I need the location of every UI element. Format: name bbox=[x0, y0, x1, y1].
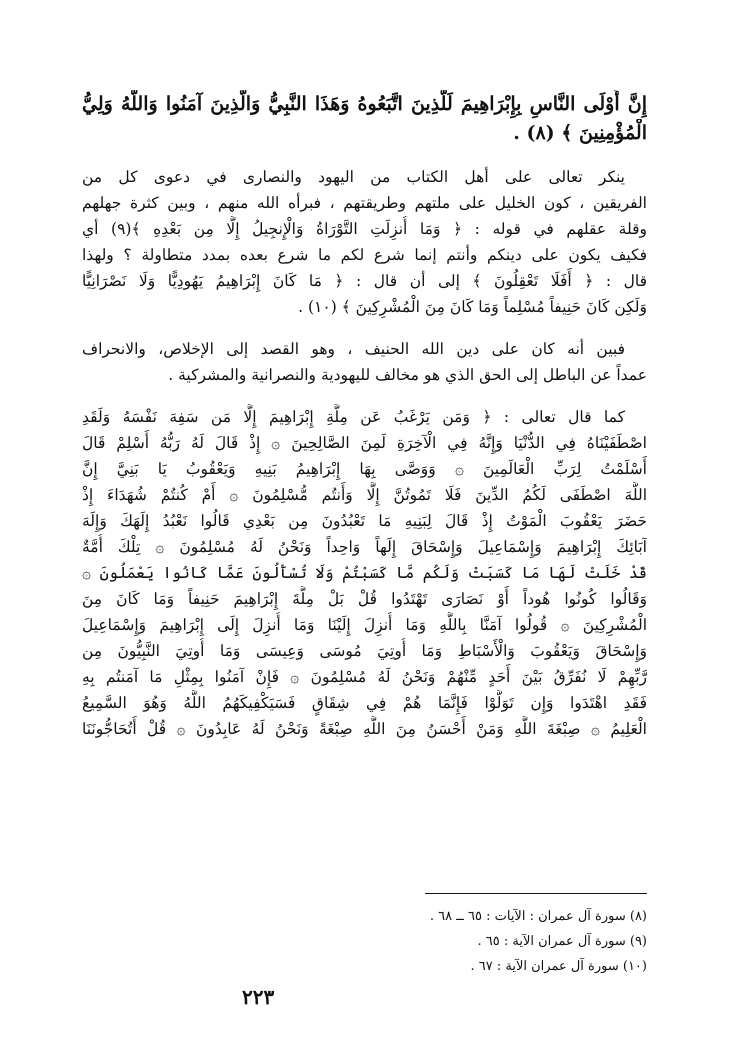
quran-quotation-paragraph bbox=[82, 404, 647, 742]
paragraph-line: عمداً عن الباطل إلى الحق الذي هو مخالف لليهودية والنصرانية والمشركية . bbox=[168, 366, 647, 384]
paragraph-line: ينكر تعالى على أهل الكتاب من اليهود والنصارى في دعوى كل من bbox=[82, 168, 625, 186]
paragraph-line: اللَّهَ اصْطَفَى لَكُمُ الدِّينَ فَلَا تَمُوتُنَّ إِلَّا وَأَنتُم مُّسْلِمُونَ ۞ أَمْ كُنتُمْ شُهَدَاءَ إِذْ bbox=[82, 486, 647, 504]
paragraph-line: رَّبِّهِمْ لَا نُفَرِّقُ بَيْنَ أَحَدٍ مِّنْهُمْ وَنَحْنُ لَهُ مُسْلِمُونَ ۞ فَإِنْ آمَنُوا بِمِثْلِ مَا آمَنتُم بِهِ bbox=[82, 668, 647, 686]
paragraph-line: وَلَكِن كَانَ حَنِيفاً مُسْلِماً وَمَا كَانَ مِنَ الْمُشْرِكِينَ ﴾ (١٠) . bbox=[298, 298, 647, 316]
paragraph-line: وَقَالُوا كُونُوا هُوداً أَوْ نَصَارَى تَهْتَدُوا قُلْ بَلْ مِلَّةَ إِبْرَاهِيمَ حَنِيفاً وَمَا كَانَ مِنَ bbox=[82, 590, 647, 608]
paragraph-line: اصْطَفَيْنَاهُ فِي الدُّنْيَا وَإِنَّهُ فِي الْآخِرَةِ لَمِنَ الصَّالِحِينَ ۞ إِذْ قَالَ لَهُ رَبُّهُ أَسْلِمْ قَالَ bbox=[82, 434, 647, 452]
paragraph-line: الْمُشْرِكِينَ ۞ قُولُوا آمَنَّا بِاللَّهِ وَمَا أُنزِلَ إِلَيْنَا وَمَا أُنزِلَ إِلَى إِبْرَاهِيمَ وَإِسْمَاعِيلَ bbox=[82, 616, 647, 634]
footnotes bbox=[430, 904, 647, 979]
paragraph-line: الْعَلِيمُ ۞ صِبْغَةَ اللَّهِ وَمَنْ أَحْسَنُ مِنَ اللَّهِ صِبْغَةً وَنَحْنُ لَهُ عَابِدُونَ ۞ قُلْ أَتُحَاجُّونَنَا bbox=[82, 720, 647, 738]
footnote-divider bbox=[425, 893, 647, 894]
paragraph-line: فكيف يكون على دينكم وأنتم إنما شرع لكم ما شرع بعده بمدد متطاولة ؟ ولهذا bbox=[82, 246, 647, 264]
paragraph-line: قال : ﴿ أَفَلَا تَعْقِلُونَ ﴾ إلى أن قال : ﴿ مَا كَانَ إِبْرَاهِيمُ يَهُودِيًّا وَلَا نَصْرَانِيًّا bbox=[82, 272, 647, 290]
verse-line: إِنَّ أَوْلَى النَّاسِ بِإِبْرَاهِيمَ لَلَّذِينَ اتَّبَعُوهُ وَهَذَا النَّبِيُّ وَالَّذِينَ آمَنُوا وَاللَّهُ وَلِيُّ bbox=[82, 93, 647, 115]
paragraph-line: فَقَدِ اهْتَدَوا وَإِن تَوَلَّوْا فَإِنَّمَا هُمْ فِي شِقَاقٍ فَسَيَكْفِيكَهُمُ اللَّهُ وَهُوَ السَّمِيعُ bbox=[82, 694, 647, 712]
paragraph-line: كما قال تعالى : ﴿ وَمَن يَرْغَبُ عَن مِلَّةِ إِبْرَاهِيمَ إِلَّا مَن سَفِهَ نَفْسَهُ وَلَقَدِ bbox=[82, 408, 625, 426]
page-number: ٢٢٣ bbox=[242, 985, 275, 1009]
paragraph-line: وقلة عقلهم في قوله : ﴿ وَمَا أُنزِلَتِ التَّوْرَاةُ وَالْإِنجِيلُ إِلَّا مِن بَعْدِهِ ﴾(٩) أي bbox=[82, 220, 647, 238]
commentary-paragraph bbox=[82, 336, 647, 388]
paragraph-line: قَدْ خَلَتْ لَهَا مَا كَسَبَتْ وَلَكُم مَّا كَسَبْتُمْ وَلَا تُسْأَلُونَ عَمَّا كَانُوا يَعْمَلُونَ ۞ bbox=[82, 564, 647, 582]
footnote: (٩) سورة آل عمران الآية : ٦٥ . bbox=[477, 934, 647, 949]
paragraph-line: وَإِسْحَاقَ وَيَعْقُوبَ وَالْأَسْبَاطِ وَمَا أُوتِيَ مُوسَى وَعِيسَى وَمَا أُوتِيَ النَّبِيُّونَ مِن bbox=[82, 642, 647, 660]
paragraph-line: الفريقين ، كون الخليل على ملتهم وطريقتهم ، فبرأه الله منهم ، وبين كثرة جهلهم bbox=[82, 194, 647, 212]
quran-verse-block bbox=[82, 90, 647, 148]
page-body bbox=[82, 90, 647, 1061]
paragraph-line: أَسْلَمْتُ لِرَبِّ الْعَالَمِينَ ۞ وَوَصَّى بِهَا إِبْرَاهِيمُ بَنِيهِ وَيَعْقُوبُ يَا بَنِيَّ إِنَّ bbox=[82, 460, 647, 478]
footnote: (١٠) سورة آل عمران الآية : ٦٧ . bbox=[470, 959, 647, 974]
paragraph-line: فبين أنه كان على دين الله الحنيف ، وهو القصد إلى الإخلاص، والانحراف bbox=[82, 340, 625, 358]
verse-line: الْمُؤْمِنِينَ ﴾ (٨) . bbox=[513, 122, 647, 144]
paragraph-line: آبَائِكَ إِبْرَاهِيمَ وَإِسْمَاعِيلَ وَإِسْحَاقَ إِلَهاً وَاحِداً وَنَحْنُ لَهُ مُسْلِمُونَ ۞ تِلْكَ أُمَّةٌ bbox=[82, 538, 647, 556]
commentary-paragraph bbox=[82, 164, 647, 320]
paragraph-line: حَضَرَ يَعْقُوبَ الْمَوْتُ إِذْ قَالَ لِبَنِيهِ مَا تَعْبُدُونَ مِن بَعْدِي قَالُوا نَعْبُدُ إِلَهَكَ وَإِلَهَ bbox=[82, 512, 647, 530]
footnote: (٨) سورة آل عمران : الآيات : ٦٥ ــ ٦٨ . bbox=[429, 909, 647, 924]
